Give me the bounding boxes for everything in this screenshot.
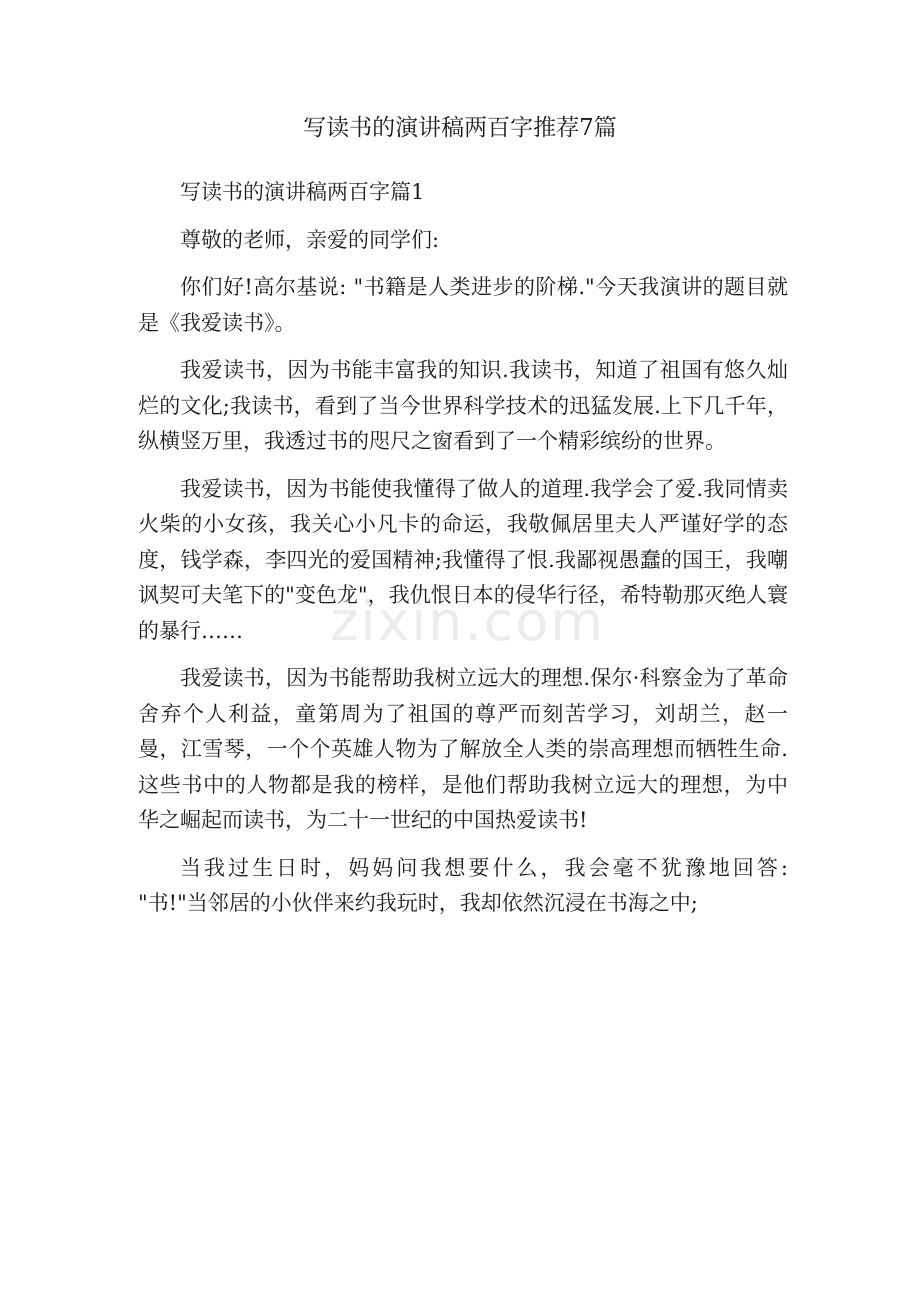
paragraph: 我爱读书，因为书能帮助我树立远大的理想.保尔·科察金为了革命舍弃个人利益，童第周为了祖国的尊严而刻苦学习，刘胡兰，赵一曼，江雪琴，一个个英雄人物为了解放全人类的崇高理想而牺牲生命.这些书中的人物都是我的榜样，是他们帮助我树立远大的理想，为中华之崛起而读书，为二十一世纪的中国热爱读书! <box>138 666 788 832</box>
document-body <box>138 175 788 934</box>
watermark: zixin.com <box>330 590 606 653</box>
paragraph: 当我过生日时，妈妈问我想要什么，我会毫不犹豫地回答: "书!"当邻居的小伙伴来约我玩时，我却依然沉浸在书海之中; <box>138 855 788 915</box>
paragraph: 你们好!高尔基说: "书籍是人类进步的阶梯."今天我演讲的题目就是《我爱读书》。 <box>138 275 788 335</box>
paragraph: 我爱读书，因为书能丰富我的知识.我读书，知道了祖国有悠久灿烂的文化;我读书，看到了当今世界科学技术的迅猛发展.上下几千年，纵横竖万里，我透过书的咫尺之窗看到了一个精彩缤纷的世界。 <box>138 358 788 453</box>
section-heading: 写读书的演讲稿两百字篇1 <box>180 180 425 204</box>
paragraph: 我爱读书，因为书能使我懂得了做人的道理.我学会了爱.我同情卖火柴的小女孩，我关心小凡卡的命运，我敬佩居里夫人严谨好学的态度，钱学森，李四光的爱国精神;我懂得了恨.我鄙视愚蠢的国王，我嘲讽契可夫笔下的"变色龙"，我仇恨日本的侵华行径，希特勒那灭绝人寰的暴行…… <box>138 476 788 643</box>
salutation: 尊敬的老师，亲爱的同学们: <box>180 227 440 252</box>
document-title: 写读书的演讲稿两百字推荐7篇 <box>303 115 617 141</box>
